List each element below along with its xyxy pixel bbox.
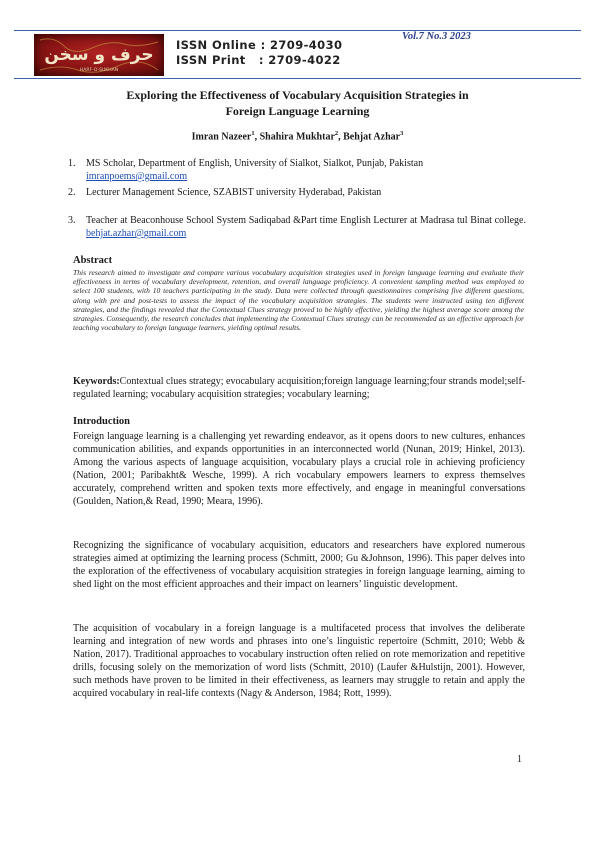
title-line-1: Exploring the Effectiveness of Vocabulary Acquisition Strategies in <box>126 88 469 102</box>
affiliation-number: 2. <box>68 187 76 198</box>
header-rule-bottom <box>14 78 581 79</box>
affiliation-3 <box>68 214 526 240</box>
body-paragraph: Foreign language learning is a challenging yet rewarding endeavor, as it opens doors to new cultures, enhances communication abilities, and expands opportunities in an interconnected world (Nunan, 2019; Hinkel, 2013). Among the various aspects of language acquisition, vocabulary plays a crucial role in achieving proficiency (Nation, 2001; Paribakht& Wesche, 1999). A rich vocabulary empowers learners to express themselves accurately, comprehend written and spoken texts more effectively, and engage in meaningful conversations (Goulden, Nation,& Read, 1990; Meara, 1996). <box>73 431 525 507</box>
paper-title <box>40 87 555 119</box>
author-name: Shahira Mukhtar <box>259 131 335 143</box>
keywords-label: Keywords: <box>73 376 120 387</box>
affiliation-2 <box>68 186 526 199</box>
author-sup: 1 <box>251 130 255 137</box>
journal-logo <box>34 34 164 76</box>
issn-print: ISSN Print : 2709-4022 <box>176 53 341 67</box>
author-name: Imran Nazeer <box>191 131 252 143</box>
logo-text: حرف و سخن <box>44 45 154 65</box>
issn-online: ISSN Online : 2709-4030 <box>176 38 343 52</box>
affiliation-text: Lecturer Management Science, SZABIST university Hyderabad, Pakistan <box>86 187 382 198</box>
author-email-link[interactable]: behjat.azhar@gmail.com <box>86 228 187 239</box>
keywords <box>73 375 528 401</box>
title-line-2: Foreign Language Learning <box>225 104 370 118</box>
body-paragraph: Recognizing the significance of vocabulary acquisition, educators and researchers have explored numerous strategies aimed at optimizing the learning process (Schmitt, 2000; Gu &Johnson, 1996). This paper delves into the exploration of the effectiveness of vocabulary acquisition strategies in foreign language learning, aiming to shed light on the most efficient approaches and their impact on learners’ linguistic development. <box>73 540 525 590</box>
body-paragraph: The acquisition of vocabulary in a foreign language is a multifaceted process that involves the deliberate learning and integration of new words and phrases into one’s linguistic repertoire (Schmitt, 2010; Webb & Nation, 2017). Traditional approaches to vocabulary instruction often relied on rote memorization and repetitive drills, focusing solely on the memorization of word lists (Schmitt, 2010) (Laufer &Hulstijn, 2001). However, such methods have proven to be limited in their effectiveness, as learners may struggle to retain and apply the acquired vocabulary in real-life contexts (Nagy & Anderson, 1984; Rott, 1999). <box>73 623 525 699</box>
affiliation-text: Teacher at Beaconhouse School System Sadiqabad &Part time English Lecturer at Madrasa tul Binat college. <box>86 215 526 226</box>
introduction-heading: Introduction <box>73 416 130 427</box>
affiliation-number: 1. <box>68 158 76 169</box>
author-name: Behjat Azhar <box>343 131 401 143</box>
affiliation-text: MS Scholar, Department of English, University of Sialkot, Sialkot, Punjab, Pakistan <box>86 158 424 169</box>
logo-emblem <box>34 34 164 76</box>
author-list: Imran Nazeer$^1$, Shahira Mukhtar$^2$, Behjat Azhar$^3$ <box>191 130 404 143</box>
author-sup: 3 <box>400 130 404 137</box>
abstract-heading: Abstract <box>73 255 113 266</box>
author-email-link[interactable]: imranpoems@gmail.com <box>86 171 188 182</box>
page-number: 1 <box>517 754 522 765</box>
author-sup: 2 <box>334 130 339 137</box>
logo-subtext: HARF-O-SUKHAN <box>79 68 119 73</box>
keywords-text: Contextual clues strategy; evocabulary acquisition;foreign language learning;four strands model;self-regulated learning; vocabulary acquisition strategies; vocabulary learning; <box>73 376 526 400</box>
affiliation-1 <box>68 157 526 183</box>
abstract-text: This research aimed to investigate and compare various vocabulary acquisition strategies used in foreign language learning and evaluate their effectiveness in terms of vocabulary development, retention, and overall language proficiency. A convenient sampling method was employed to select 100 students, with 10 teachers participating in the study. Data were collected through questionnaires comprising five different questions, along with pre and post-tests to assess the impact of the vocabulary acquisition strategies. The students were instructed using ten different strategies, and the findings revealed that the Contextual Clues strategy proved to be highly effective, yielding the highest average score among the strategies. Consequently, the research concludes that implementing the Contextual Clues strategy can be recommended as an effective approach for teaching vocabulary to foreign language learners, yielding optimal results. <box>73 268 524 333</box>
affiliation-number: 3. <box>68 215 76 226</box>
volume-label: Vol.7 No.3 2023 <box>402 31 471 42</box>
header-rule-top <box>14 30 581 31</box>
